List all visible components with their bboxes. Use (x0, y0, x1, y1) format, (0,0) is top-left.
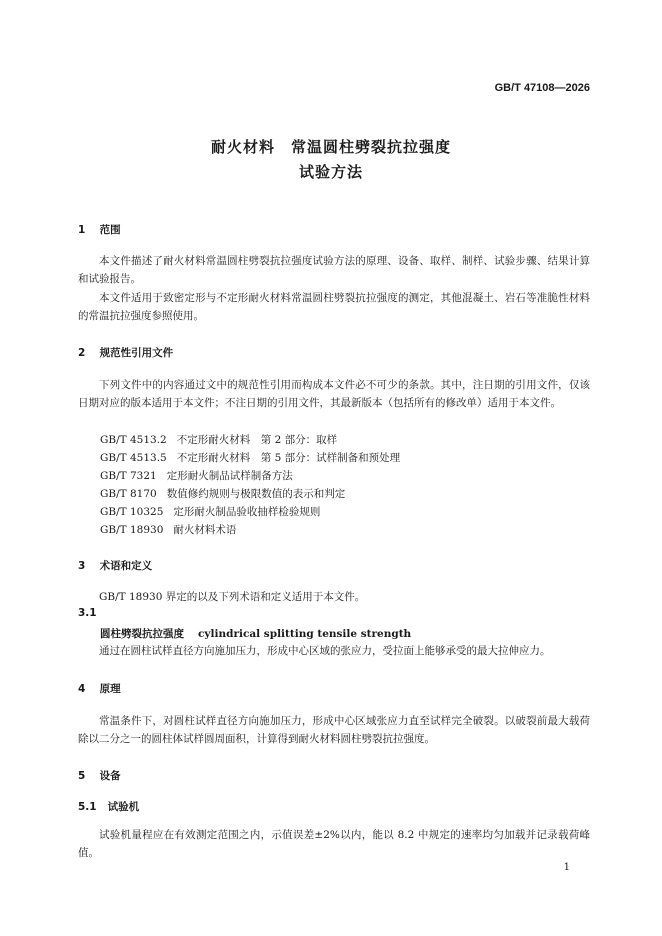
section-3-heading (78, 558, 152, 573)
reference-name: 耐火材料术语 (173, 524, 237, 536)
reference-name: 定形耐火制品验收抽样检验规则 (173, 506, 321, 518)
page-number: 1 (563, 862, 570, 873)
term-heading (100, 626, 411, 641)
subsection-5-1-paragraph-1: 试验机量程应在有效测定范围之内，示值误差±2%以内，能以 8.2 中规定的速率均匀加载并记录载荷峰值。 (78, 829, 590, 859)
section-number: 4 (78, 683, 86, 695)
section-number: 2 (78, 347, 86, 359)
term-definition: 通过在圆柱试样直径方向施加压力，形成中心区域的张应力，受拉面上能够承受的最大拉伸应力。 (99, 645, 551, 657)
reference-item (100, 431, 337, 449)
section-title: 术语和定义 (99, 560, 153, 572)
section-5-heading (78, 768, 121, 783)
section-title: 范围 (99, 224, 121, 236)
section-number: 5.1 (78, 801, 97, 813)
section-number: 5 (78, 770, 86, 782)
reference-name: 定形耐火制品试样制备方法 (166, 470, 293, 482)
reference-code: GB/T 8170 (100, 488, 157, 500)
document-title-line2: 试验方法 (298, 163, 363, 181)
section-title: 原理 (99, 683, 121, 695)
reference-item (100, 449, 400, 467)
reference-item (100, 467, 293, 485)
section-2-heading (78, 345, 173, 360)
section-number: 1 (78, 224, 86, 236)
section-number: 3 (78, 560, 86, 572)
standard-code: GB/T 47108—2026 (494, 82, 590, 94)
document-title: 耐火材料 常温圆柱劈裂抗拉强度 (210, 138, 451, 156)
term-english: cylindrical splitting tensile strength (198, 628, 412, 640)
section-title: 设备 (99, 770, 121, 782)
subsection-5-1-heading (78, 799, 139, 814)
section-4-heading (78, 681, 121, 696)
section-1-heading (78, 222, 121, 237)
section-4-paragraph-1: 常温条件下，对圆柱试样直径方向施加压力，形成中心区域张应力直至试样完全破裂。以破裂前最大载荷除以二分之一的圆柱体试样圆周面积，计算得到耐火材料圆柱劈裂抗拉强度。 (78, 715, 590, 745)
reference-code: GB/T 10325 (100, 506, 164, 518)
section-1-paragraph-2: 本文件适用于致密定形与不定形耐火材料常温圆柱劈裂抗拉强度的测定，其他混凝土、岩石等准脆性材料的常温抗拉强度参照使用。 (78, 292, 590, 322)
reference-code: GB/T 18930 (100, 524, 164, 536)
section-2-paragraph-1: 下列文件中的内容通过文中的规范性引用而构成本文件必不可少的条款。其中，注日期的引用文件，仅该日期对应的版本适用于本文件；不注日期的引用文件，其最新版本（包括所有的修改单）适用于本文件。 (78, 379, 590, 409)
reference-name: 数值修约规则与极限数值的表示和判定 (166, 488, 346, 500)
term-number: 3.1 (78, 607, 97, 619)
section-3-paragraph-1: GB/T 18930 界定的以及下列术语和定义适用于本文件。 (99, 591, 366, 603)
reference-item (100, 521, 236, 539)
reference-name: 不定形耐火材料 第 5 部分：试样制备和预处理 (176, 452, 401, 464)
reference-item (100, 485, 345, 503)
section-title: 试验机 (107, 801, 140, 813)
section-1-paragraph-1: 本文件描述了耐火材料常温圆柱劈裂抗拉强度试验方法的原理、设备、取样、制样、试验步骤、结果计算和试验报告。 (78, 255, 590, 285)
reference-item (100, 503, 320, 521)
reference-name: 不定形耐火材料 第 2 部分：取样 (176, 434, 338, 446)
reference-code: GB/T 4513.5 (100, 452, 167, 464)
term-chinese: 圆柱劈裂抗拉强度 (100, 628, 184, 640)
section-title: 规范性引用文件 (99, 347, 174, 359)
reference-code: GB/T 7321 (100, 470, 157, 482)
reference-code: GB/T 4513.2 (100, 434, 167, 446)
